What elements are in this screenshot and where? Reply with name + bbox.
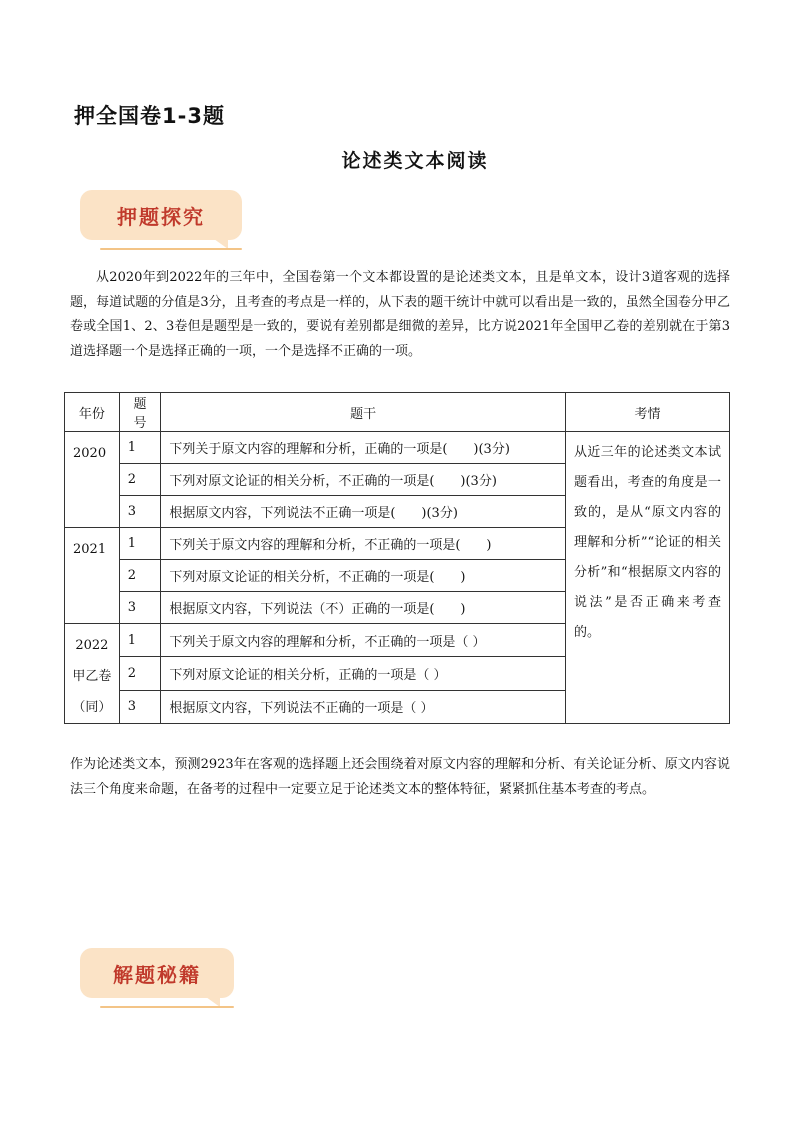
table-row <box>65 432 730 464</box>
question-number: 1 <box>119 432 161 464</box>
question-stem: 根据原文内容，下列说法不正确一项是( )(3分) <box>161 496 566 528</box>
exam-question-table <box>64 392 730 724</box>
section-badge-tips <box>80 948 234 998</box>
question-stem: 根据原文内容，下列说法（不）正确的一项是( ) <box>161 592 566 624</box>
question-stem: 下列关于原文内容的理解和分析，正确的一项是( )(3分) <box>161 432 566 464</box>
year-cell: 2020 <box>65 432 120 528</box>
question-number: 2 <box>119 464 161 496</box>
question-stem: 下列关于原文内容的理解和分析，不正确的一项是（ ） <box>161 624 566 657</box>
question-number: 3 <box>119 496 161 528</box>
page-title: 押全国卷1-3题 <box>74 104 225 128</box>
page-subtitle: 论述类文本阅读 <box>341 150 489 172</box>
question-number: 2 <box>119 560 161 592</box>
year-cell: 2021 <box>65 528 120 624</box>
question-stem: 下列对原文论证的相关分析，不正确的一项是( ) <box>161 560 566 592</box>
section-badge-explore <box>80 190 242 240</box>
question-number: 3 <box>119 592 161 624</box>
section-badge-label: 押题探究 <box>117 204 205 229</box>
section-badge-label: 解题秘籍 <box>113 962 201 987</box>
table-header-row <box>65 393 730 432</box>
year-cell: 2022甲乙卷（同） <box>65 624 120 724</box>
header-year: 年份 <box>65 393 120 432</box>
question-stem: 根据原文内容，下列说法不正确的一项是（ ） <box>161 690 566 723</box>
header-number: 题号 <box>119 393 161 432</box>
badge-underline-decoration <box>100 1006 234 1008</box>
header-analysis: 考情 <box>565 393 729 432</box>
badge-underline-decoration <box>100 248 242 250</box>
question-number: 3 <box>119 690 161 723</box>
question-stem: 下列对原文论证的相关分析，不正确的一项是( )(3分) <box>161 464 566 496</box>
conclusion-paragraph: 作为论述类文本，预测2923年在客观的选择题上还会围绕着对原文内容的理解和分析、有关论证分析、原文内容说法三个角度来命题，在备考的过程中一定要立足于论述类文本的整体特征，紧紧抓住基本考查的考点。 <box>70 757 730 797</box>
question-number: 1 <box>119 528 161 560</box>
header-stem: 题干 <box>161 393 566 432</box>
question-number: 2 <box>119 657 161 690</box>
question-stem: 下列关于原文内容的理解和分析，不正确的一项是( ) <box>161 528 566 560</box>
analysis-note: 从近三年的论述类文本试题看出，考查的角度是一致的，是从“原文内容的理解和分析”“论证的相关分析”和“根据原文内容的说法”是否正确来考查的。 <box>565 432 729 724</box>
question-number: 1 <box>119 624 161 657</box>
question-stem: 下列对原文论证的相关分析，正确的一项是（ ） <box>161 657 566 690</box>
intro-paragraph: 从2020年到2022年的三年中，全国卷第一个文本都设置的是论述类文本，且是单文本，设计3道客观的选择题，每道试题的分值是3分，且考查的考点是一样的，从下表的题干统计中就可以看出是一致的，虽然全国卷分甲乙卷或全国1、2、3卷但是题型是一致的，要说有差别都是细微的差异，比方说2021年全国甲乙卷的差别就在于第3道选择题一个是选择正确的一项，一个是选择不正确的一项。 <box>70 270 730 359</box>
